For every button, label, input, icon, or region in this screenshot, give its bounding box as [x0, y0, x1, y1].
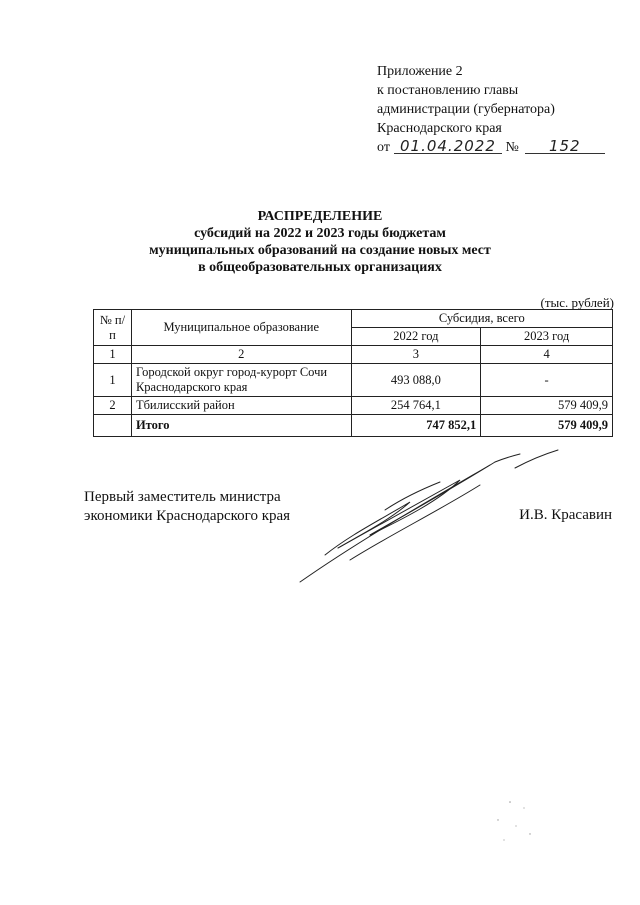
table-header-row-1 [94, 310, 613, 328]
position-line-1: Первый заместитель министра [84, 489, 281, 505]
row-value-2023: 579 409,9 [481, 397, 613, 415]
subsidy-table [93, 309, 613, 437]
row-num: 1 [94, 364, 132, 397]
title-line-1: РАСПРЕДЕЛЕНИЕ [257, 209, 383, 224]
colnum-cell: 3 [351, 346, 481, 364]
total-num-cell [94, 415, 132, 437]
row-value-2022: 254 764,1 [351, 397, 481, 415]
colnum-cell: 1 [94, 346, 132, 364]
row-municipality: Городской округ город-курорт Сочи Краснодарского края [131, 364, 351, 397]
signatory-name: И.В. Красавин [519, 507, 612, 523]
header-2023: 2023 год [481, 328, 613, 346]
colnum-cell: 4 [481, 346, 613, 364]
number-label: № [505, 140, 519, 155]
row-value-2023: - [481, 364, 613, 397]
header-num: № п/п [94, 310, 132, 346]
appendix-date-line [377, 138, 605, 157]
title-line-3: муниципальных образований на создание новых мест [149, 243, 491, 258]
row-municipality: Тбилисский район [131, 397, 351, 415]
row-num: 2 [94, 397, 132, 415]
header-municipality: Муниципальное образование [131, 310, 351, 346]
from-label: от [377, 140, 390, 155]
appendix-line-3: администрации (губернатора) [377, 102, 555, 117]
title-line-2: субсидий на 2022 и 2023 годы бюджетам [194, 226, 446, 241]
handwritten-number: 152 [525, 139, 605, 154]
total-label: Итого [131, 415, 351, 437]
total-value-2023: 579 409,9 [481, 415, 613, 437]
appendix-block [377, 62, 605, 157]
signatory-position [84, 488, 290, 526]
document-title [0, 208, 640, 276]
appendix-line-1: Приложение 2 [377, 64, 463, 79]
scan-specks [490, 790, 550, 850]
title-line-4: в общеобразовательных организациях [198, 260, 442, 275]
row-value-2022: 493 088,0 [351, 364, 481, 397]
appendix-line-2: к постановлению главы [377, 83, 519, 98]
unit-label: (тыс. рублей) [540, 295, 614, 310]
position-line-2: экономики Краснодарского края [84, 508, 291, 524]
handwritten-date: 01.04.2022 [394, 139, 502, 154]
table-row [94, 397, 613, 415]
header-subsidy: Субсидия, всего [351, 310, 612, 328]
header-2022: 2022 год [351, 328, 481, 346]
table-row [94, 364, 613, 397]
colnum-cell: 2 [131, 346, 351, 364]
table-colnum-row [94, 346, 613, 364]
table-total-row [94, 415, 613, 437]
appendix-line-4: Краснодарского края [377, 121, 502, 136]
total-value-2022: 747 852,1 [351, 415, 481, 437]
